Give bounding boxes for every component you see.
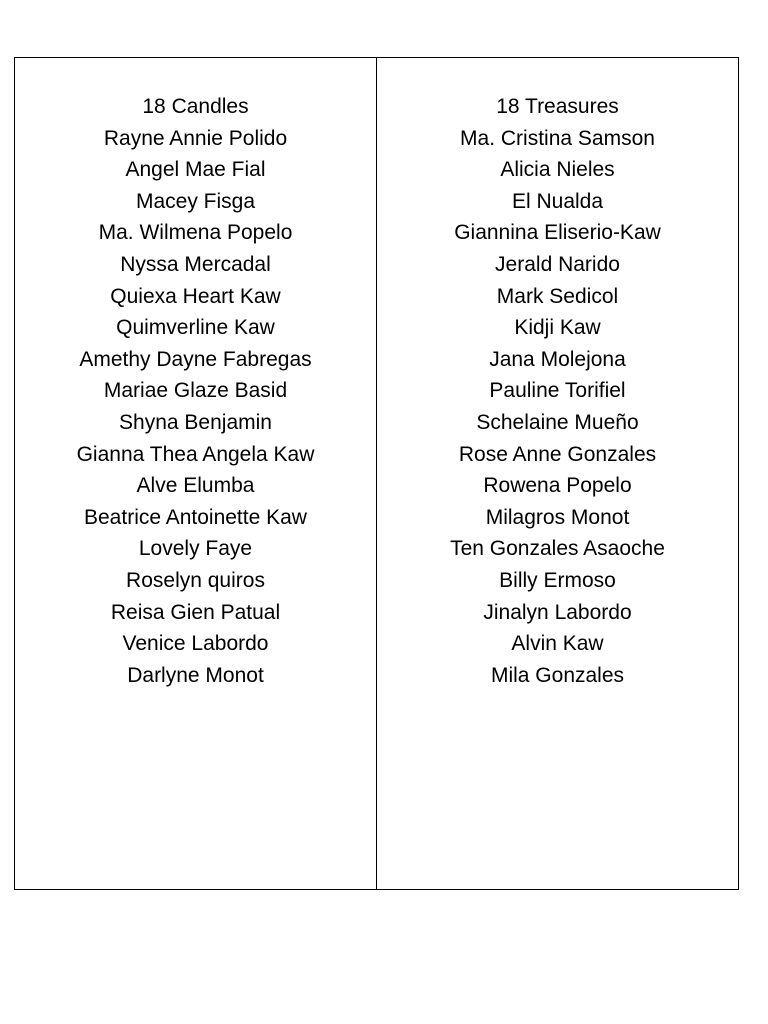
treasures-name: Mark Sedicol [496,284,619,308]
treasures-name: Giannina Eliserio-Kaw [454,221,661,245]
candles-name: Quimverline Kaw [116,316,275,340]
candles-name: Darlyne Monot [127,663,264,687]
treasures-name: Ma. Cristina Samson [460,126,655,150]
candles-name: Beatrice Antoinette Kaw [84,505,307,529]
treasures-name: Billy Ermoso [499,568,616,592]
treasures-name: Ten Gonzales Asaoche [450,537,665,561]
treasures-name: Jinalyn Labordo [483,600,632,624]
candles-name: Nyssa Mercadal [120,252,271,276]
treasures-name: Mila Gonzales [490,663,625,687]
candles-name: Reisa Gien Patual [110,600,281,624]
candles-name: Quiexa Heart Kaw [110,284,281,308]
treasures-name: Alvin Kaw [511,632,604,656]
candles-column [15,58,376,889]
treasures-name: Alicia Nieles [500,158,615,182]
treasures-name: Milagros Monot [485,505,630,529]
candles-name: Macey Fisga [135,189,256,213]
candles-name: Lovely Faye [138,537,253,561]
treasures-column [376,58,738,889]
candles-column-title: 18 Candles [142,95,249,118]
candles-name: Angel Mae Fial [125,158,266,182]
candles-name: Shyna Benjamin [119,410,272,434]
candles-name: Alve Elumba [136,474,255,498]
treasures-name: Schelaine Mueño [476,410,639,434]
treasures-name: Jerald Narido [495,252,620,276]
treasures-name: Jana Molejona [489,347,626,371]
treasures-name: El Nualda [511,189,604,213]
candles-name: Ma. Wilmena Popelo [98,221,293,245]
candles-name: Roselyn quiros [126,568,265,592]
candles-name: Gianna Thea Angela Kaw [76,442,315,466]
candles-name: Rayne Annie Polido [103,126,288,150]
candles-name: Amethy Dayne Fabregas [79,347,312,371]
treasures-name: Rose Anne Gonzales [458,442,657,466]
candles-name: Mariae Glaze Basid [103,379,288,403]
treasures-column-title: 18 Treasures [496,95,619,118]
treasures-name: Kidji Kaw [514,316,601,340]
candles-name: Venice Labordo [122,632,269,656]
treasures-name: Rowena Popelo [483,474,632,498]
treasures-name: Pauline Torifiel [489,379,626,403]
two-column-list-table [14,57,739,890]
